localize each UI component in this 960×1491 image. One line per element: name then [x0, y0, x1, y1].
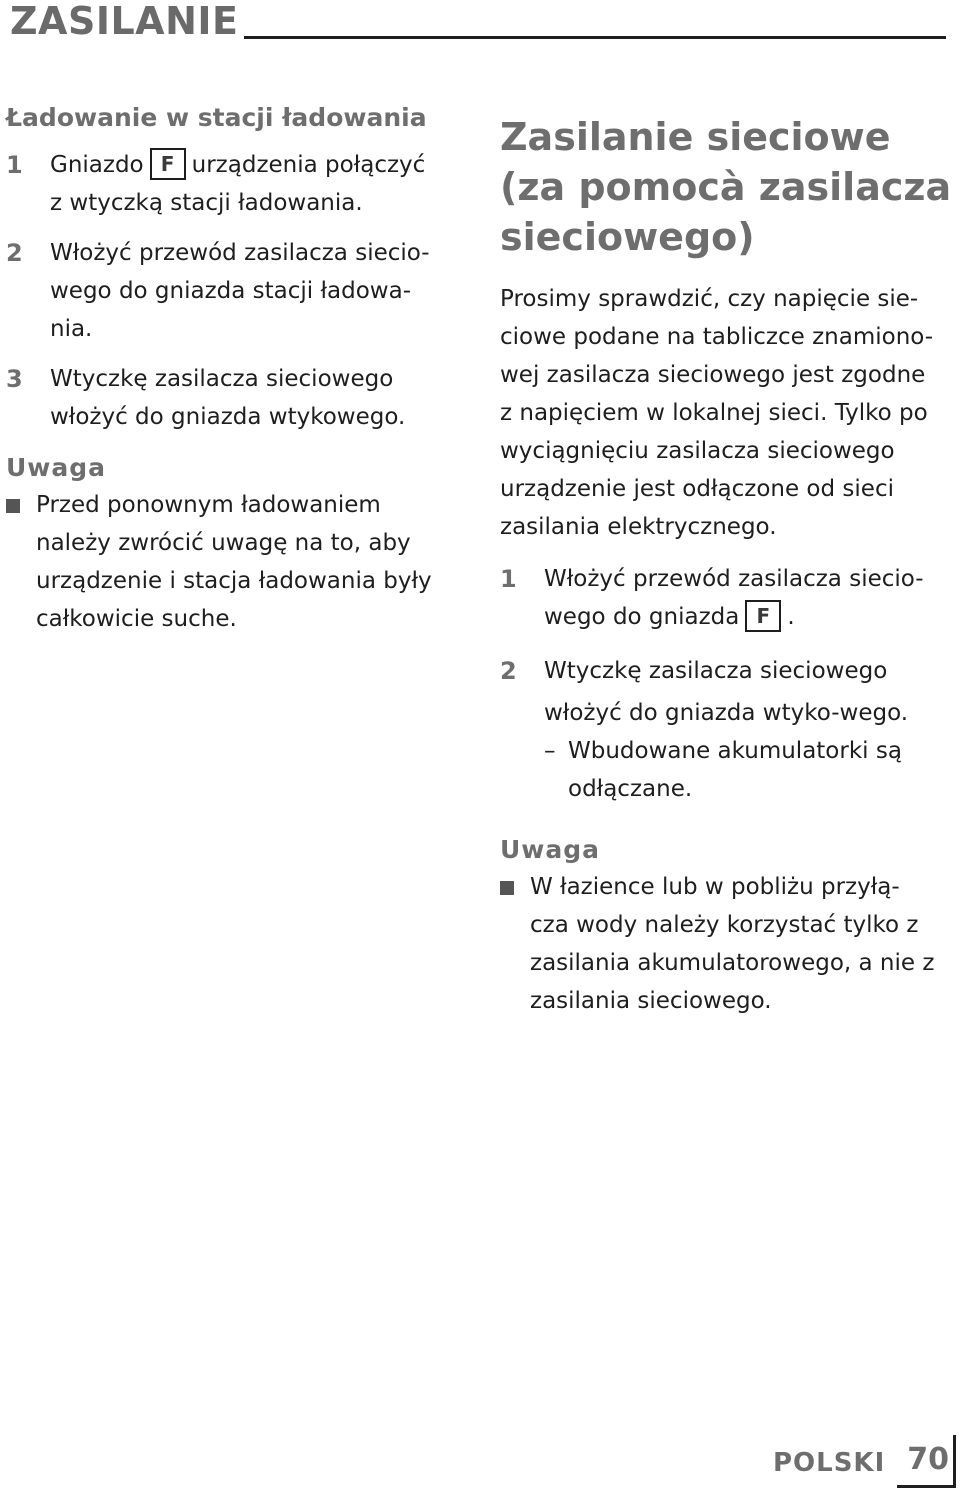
- note-bullet: [6, 486, 476, 638]
- intro-line: urządzenie jest odłączone od sieci: [500, 476, 894, 502]
- step-line: wego do gniazda: [544, 604, 740, 630]
- bullet-line: całkowicie suche.: [36, 606, 237, 632]
- dash-item: [544, 732, 955, 808]
- note-bullet: [500, 868, 955, 1020]
- intro-line: wyciągnięciu zasilacza sieciowego: [500, 438, 895, 464]
- intro-line: wej zasilacza sieciowego jest zgodne: [500, 362, 926, 388]
- step-line: nia.: [50, 316, 93, 342]
- step-line: Włożyć przewód zasilacza siecio-: [544, 566, 924, 592]
- header-rule: [244, 36, 946, 39]
- step-line: z wtyczką stacji ładowania.: [50, 190, 363, 216]
- step-line: Gniazdo: [50, 152, 144, 178]
- left-column: [6, 102, 476, 638]
- step-2: [6, 234, 476, 348]
- section-subheading: Ładowanie w stacji ładowania: [6, 103, 427, 132]
- bullet-square-icon: [500, 868, 530, 1020]
- bullet-text: [36, 486, 432, 638]
- page-number: 70: [897, 1435, 956, 1488]
- step-2: [500, 652, 955, 732]
- dash-text: [568, 732, 902, 808]
- socket-f-icon: F: [745, 600, 781, 632]
- socket-f-icon: F: [150, 148, 186, 180]
- step-line: włożyć do gniazda wtyko-wego.: [544, 700, 909, 726]
- intro-line: ciowe podane na tabliczce znamiono-: [500, 324, 934, 350]
- page-footer: [773, 1438, 956, 1488]
- step-punct: .: [787, 604, 795, 630]
- bullet-line: zasilania akumulatorowego, a nie z: [530, 950, 935, 976]
- step-text: [50, 234, 430, 348]
- step-text: [50, 360, 405, 436]
- step-number: 3: [6, 365, 23, 393]
- intro-line: Prosimy sprawdzić, czy napięcie sie-: [500, 286, 919, 312]
- heading-line: (za pomocà zasilacza: [500, 165, 952, 209]
- intro-paragraph: [500, 280, 955, 546]
- step-line: urządzenia połączyć: [191, 152, 426, 178]
- dash-line: Wbudowane akumulatorki są: [568, 738, 902, 764]
- bullet-text: [530, 868, 934, 1020]
- note-heading: Uwaga: [6, 453, 107, 482]
- bullet-line: urządzenie i stacja ładowania były: [36, 568, 432, 594]
- bullet-line: cza wody należy korzystać tylko z: [530, 912, 919, 938]
- note-heading: Uwaga: [500, 835, 601, 864]
- step-number: 2: [6, 239, 23, 267]
- step-line: Włożyć przewód zasilacza siecio-: [50, 240, 430, 266]
- step-line: Wtyczkę zasilacza sieciowego: [544, 658, 888, 684]
- intro-line: zasilania elektrycznego.: [500, 514, 777, 540]
- step-line: wego do gniazda stacji ładowa-: [50, 278, 412, 304]
- step-text: [544, 652, 908, 732]
- dash-mark: –: [544, 738, 556, 764]
- step-1: [6, 146, 476, 222]
- section-heading: [500, 112, 955, 262]
- dash-line: odłączane.: [568, 776, 693, 802]
- step-number: 1: [500, 565, 517, 593]
- bullet-line: zasilania sieciowego.: [530, 988, 772, 1014]
- step-3: [6, 360, 476, 436]
- step-text: [50, 146, 425, 222]
- step-line: Wtyczkę zasilacza sieciowego: [50, 366, 394, 392]
- page-title: ZASILANIE: [10, 0, 239, 43]
- bullet-square-icon: [6, 486, 36, 638]
- heading-line: Zasilanie sieciowe: [500, 115, 891, 159]
- step-1: [500, 560, 955, 636]
- footer-language: POLSKI: [772, 1448, 886, 1478]
- page-header: [10, 0, 946, 44]
- step-number: 1: [6, 151, 23, 179]
- intro-line: z napięciem w lokalnej sieci. Tylko po: [500, 400, 928, 426]
- heading-line: sieciowego): [500, 215, 755, 259]
- step-text: [544, 560, 924, 636]
- step-number: 2: [500, 657, 517, 685]
- right-column: [500, 112, 955, 1020]
- step-line: włożyć do gniazda wtykowego.: [50, 404, 406, 430]
- bullet-line: należy zwrócić uwagę na to, aby: [36, 530, 411, 556]
- bullet-line: Przed ponownym ładowaniem: [36, 492, 381, 518]
- bullet-line: W łazience lub w pobliżu przyłą-: [530, 874, 900, 900]
